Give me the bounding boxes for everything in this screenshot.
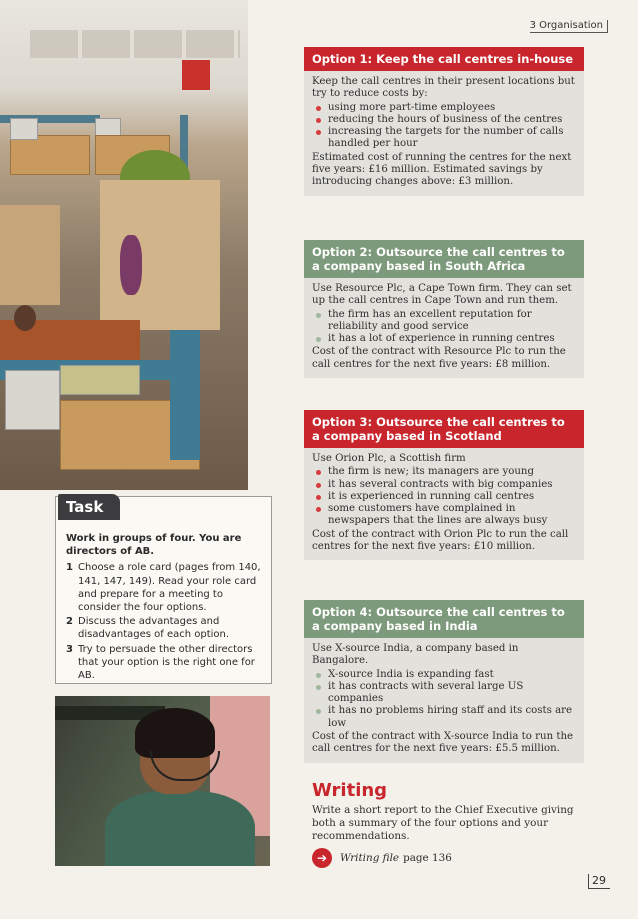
task-intro: Work in groups of four. You are directors of AB. bbox=[66, 533, 242, 558]
option-bullet: the firm is new; its managers are young bbox=[312, 466, 576, 478]
option-bullet: using more part-time employees bbox=[312, 102, 576, 114]
option-bullet: the firm has an excellent reputation for reliability and good service bbox=[312, 309, 576, 334]
option-title: Option 4: Outsource the call centres to a company based in India bbox=[304, 600, 584, 638]
task-step: 1 Choose a role card (pages from 140, 141, 147, 149). Read your role card and prepare for a meeting to consider the four options. bbox=[66, 562, 261, 614]
page-number: 29 bbox=[588, 874, 610, 889]
arrow-right-icon: ➔ bbox=[312, 848, 332, 868]
writing-text: Write a short report to the Chief Executive giving both a summary of the four options and your recommendations. bbox=[312, 804, 574, 842]
writing-file-link[interactable]: ➔ Writing file page 136 bbox=[312, 848, 582, 868]
task-content bbox=[66, 532, 268, 683]
option-bullet: X-source India is expanding fast bbox=[312, 669, 576, 681]
option-bullet: it has several contracts with big companies bbox=[312, 479, 576, 491]
option-3-box bbox=[304, 410, 584, 560]
task-step: 2 Discuss the advantages and disadvantages of each option. bbox=[66, 616, 230, 641]
option-bullet: increasing the targets for the number of calls handled per hour bbox=[312, 126, 576, 151]
option-body: Use X-source India, a company based in Bangalore. X-source India is expanding fast it has contracts with several large US companies it has no problems hiring staff and its costs are low Cost of the contract with X-source India to run the call centres for the next five years: £5.5 million. bbox=[304, 638, 584, 763]
task-step: 3 Try to persuade the other directors that your option is the right one for AB. bbox=[66, 643, 255, 682]
option-bullet: it has a lot of experience in running centres bbox=[312, 333, 576, 345]
option-bullet: it is experienced in running call centres bbox=[312, 491, 576, 503]
writing-section bbox=[312, 780, 582, 868]
writing-title: Writing bbox=[312, 780, 388, 801]
option-title: Option 1: Keep the call centres in-house bbox=[304, 47, 584, 71]
option-body: Keep the call centres in their present locations but try to reduce costs by: using more part-time employees reducing the hours of business of the centres increasing the targets for the number of calls handled per hour Estimated cost of running the centres for the next five years: £16 million. Estimated savings by introducing changes above: £3 million. bbox=[304, 71, 584, 196]
option-body: Use Orion Plc, a Scottish firm the firm is new; its managers are young it has several contracts with big companies it is experienced in running call centres some customers have complained in newspapers that the lines are always busy Cost of the contract with Orion Plc to run the call centres for the next five years: £10 million. bbox=[304, 448, 584, 560]
option-1-box bbox=[304, 47, 584, 196]
option-4-box bbox=[304, 600, 584, 763]
option-bullet: some customers have complained in newspapers that the lines are always busy bbox=[312, 503, 576, 528]
option-2-box bbox=[304, 240, 584, 378]
option-body: Use Resource Plc, a Cape Town firm. They can set up the call centres in Cape Town and run them. the firm has an excellent reputation for reliability and good service it has a lot of experience in running centres Cost of the contract with Resource Plc to run the call centres for the next five years: £8 million. bbox=[304, 278, 584, 378]
option-title: Option 2: Outsource the call centres to a company based in South Africa bbox=[304, 240, 584, 278]
call-centre-photo bbox=[0, 0, 248, 490]
option-bullet: it has no problems hiring staff and its costs are low bbox=[312, 705, 576, 730]
agent-photo bbox=[55, 696, 270, 866]
task-tab: Task bbox=[58, 494, 120, 520]
unit-header: 3 Organisation bbox=[530, 20, 608, 33]
option-bullet: it has contracts with several large US companies bbox=[312, 681, 576, 706]
task-list bbox=[66, 561, 268, 682]
option-bullet: reducing the hours of business of the centres bbox=[312, 114, 576, 126]
option-title: Option 3: Outsource the call centres to a company based in Scotland bbox=[304, 410, 584, 448]
